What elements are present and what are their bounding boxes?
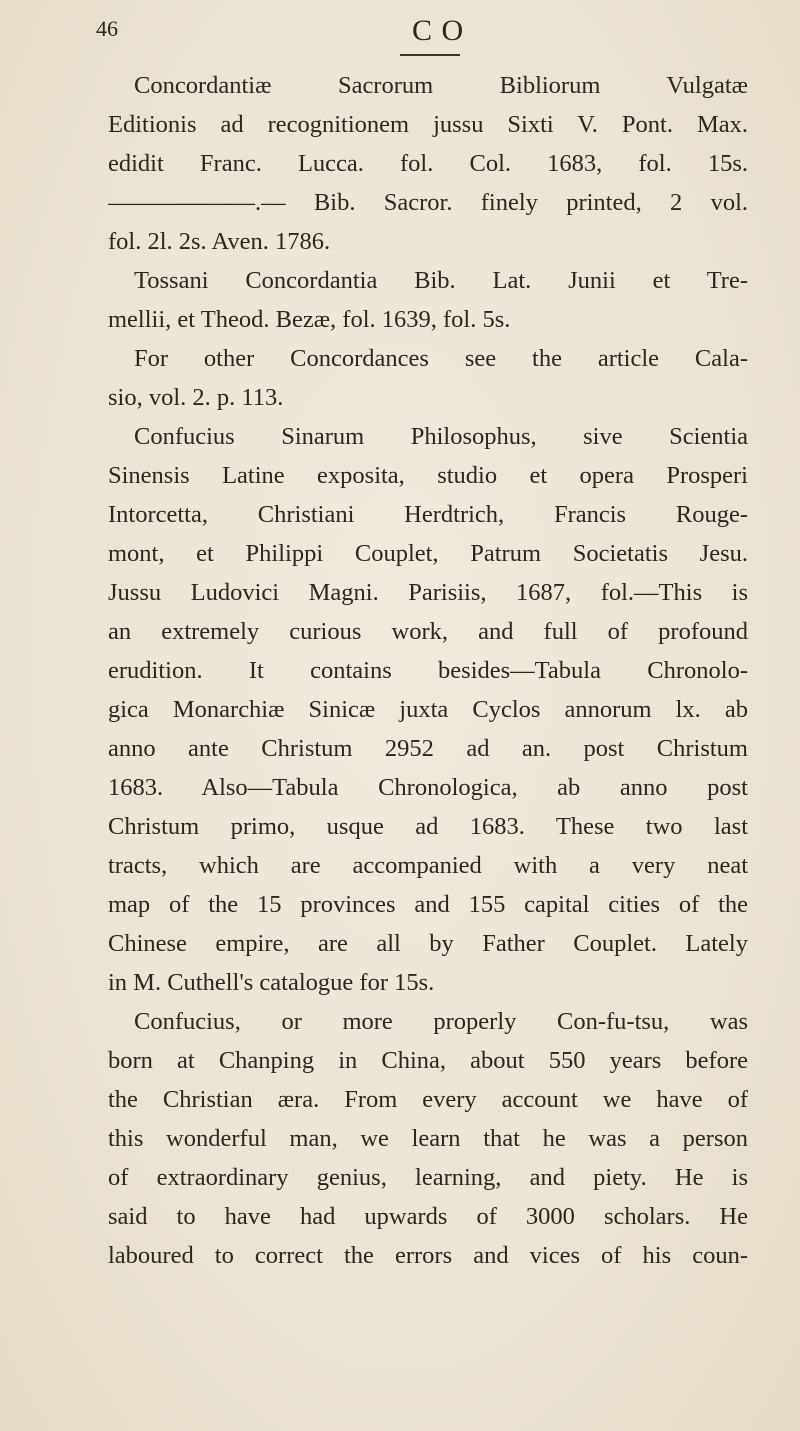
text-line: Confucius Sinarum Philosophus, sive Scientia xyxy=(134,423,748,450)
text-line: laboured to correct the errors and vices of his coun- xyxy=(108,1242,748,1269)
header-rule xyxy=(400,54,460,56)
page-number: 46 xyxy=(96,16,118,41)
text-line: map of the 15 provinces and 155 capital cities of the xyxy=(108,891,748,918)
text-line: Concordantiæ Sacrorum Bibliorum Vulgatæ xyxy=(134,72,748,99)
text-line: Christum primo, usque ad 1683. These two last xyxy=(108,813,748,840)
text-line: Editionis ad recognitionem jussu Sixti V. Pont. Max. xyxy=(108,111,748,138)
text-line: born at Chanping in China, about 550 years before xyxy=(108,1047,748,1074)
text-line: For other Concordances see the article Cala- xyxy=(134,345,748,372)
paragraph-tossani-concordantia xyxy=(108,261,748,339)
text-line: 1683. Also—Tabula Chronologica, ab anno post xyxy=(108,774,748,801)
text-line: mellii, et Theod. Bezæ, fol. 1639, fol. 5s. xyxy=(108,306,511,333)
text-line: Sinensis Latine exposita, studio et opera Prosperi xyxy=(108,462,748,489)
text-line: gica Monarchiæ Sinicæ juxta Cyclos annorum lx. ab xyxy=(108,696,748,723)
text-line: ——————.— Bib. Sacror. finely printed, 2 vol. xyxy=(108,189,748,216)
paragraph-other-concordances xyxy=(108,339,748,417)
body-text xyxy=(108,66,748,1275)
text-line: Jussu Ludovici Magni. Parisiis, 1687, fol.—This is xyxy=(108,579,748,606)
text-line: of extraordinary genius, learning, and piety. He is xyxy=(108,1164,748,1191)
text-line: sio, vol. 2. p. 113. xyxy=(108,384,284,411)
running-head: C O xyxy=(412,14,465,47)
paragraph-confucius-biography xyxy=(108,1002,748,1275)
text-line: tracts, which are accompanied with a very neat xyxy=(108,852,748,879)
text-line: Intorcetta, Christiani Herdtrich, Francis Rouge- xyxy=(108,501,748,528)
paragraph-confucius-sinarum xyxy=(108,417,748,1002)
text-line: anno ante Christum 2952 ad an. post Christum xyxy=(108,735,748,762)
text-line: mont, et Philippi Couplet, Patrum Societatis Jesu. xyxy=(108,540,748,567)
page-header xyxy=(96,14,736,64)
text-line: this wonderful man, we learn that he was a person xyxy=(108,1125,748,1152)
text-line: an extremely curious work, and full of profound xyxy=(108,618,748,645)
text-line: Confucius, or more properly Con-fu-tsu, was xyxy=(134,1008,748,1035)
text-line: in M. Cuthell's catalogue for 15s. xyxy=(108,969,435,996)
text-line: Tossani Concordantia Bib. Lat. Junii et Tre- xyxy=(134,267,748,294)
text-line: edidit Franc. Lucca. fol. Col. 1683, fol. 15s. xyxy=(108,150,748,177)
text-line: fol. 2l. 2s. Aven. 1786. xyxy=(108,228,331,255)
paragraph-concordantiae-vulgatae xyxy=(108,66,748,261)
text-line: the Christian æra. From every account we have of xyxy=(108,1086,748,1113)
text-line: erudition. It contains besides—Tabula Chronolo- xyxy=(108,657,748,684)
text-line: said to have had upwards of 3000 scholars. He xyxy=(108,1203,748,1230)
text-line: Chinese empire, are all by Father Couplet. Lately xyxy=(108,930,748,957)
